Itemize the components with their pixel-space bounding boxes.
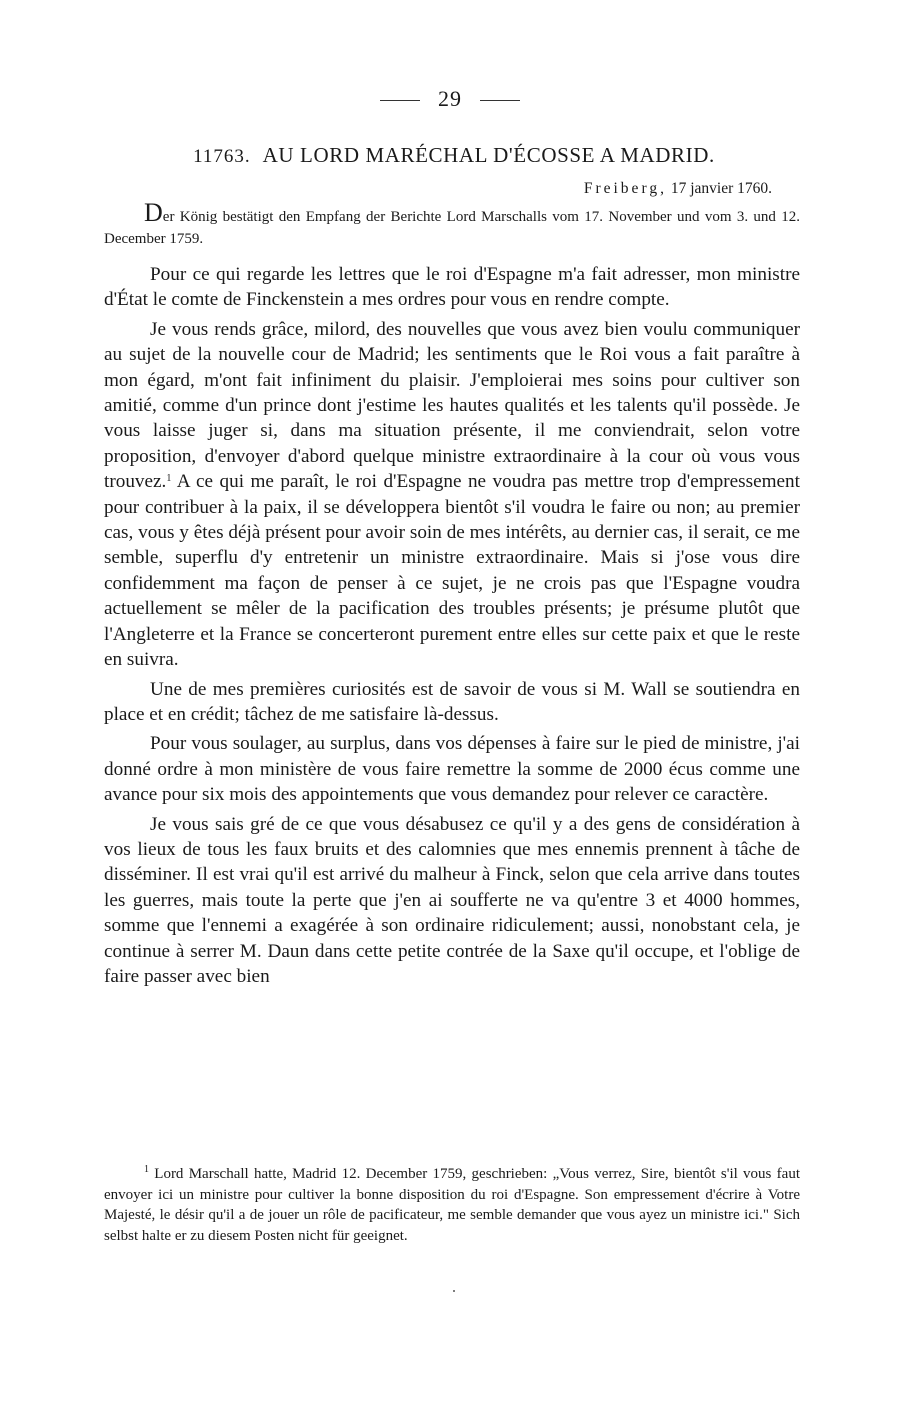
summary-text: er König bestätigt den Empfang der Berichte Lord Marschalls vom 17. November und vom 3. und 12. December 1759. bbox=[104, 209, 800, 247]
header-rule-left bbox=[380, 100, 420, 101]
letter-title: AU LORD MARÉCHAL D'ÉCOSSE A MADRID. bbox=[262, 143, 715, 167]
header-rule-right bbox=[480, 100, 520, 101]
letter-heading bbox=[104, 143, 804, 168]
body-paragraph-1: Pour ce qui regarde les lettres que le roi d'Espagne m'a fait adresser, mon ministre d'État le comte de Finckenstein a mes ordres pour vous en rendre compte. bbox=[104, 264, 800, 311]
dateline-date: 17 janvier 1760. bbox=[670, 180, 772, 197]
body-paragraph-2 bbox=[104, 317, 800, 673]
footnote-text: Lord Marschall hatte, Madrid 12. December 1759, geschrieben: „Vous verrez, Sire, bientôt s'il vous faut envoyer ici un ministre pour cultiver la bonne disposition du roi d'Espagne. Son empressement d'écrire à Votre Majesté, le désir qu'il a de jouer un rôle de pacificateur, me semble demander que vous ayez un ministre ici." Sich selbst halte er zu diesem Posten nicht für geeignet. bbox=[104, 1166, 800, 1244]
letter-number: 11763. bbox=[193, 146, 251, 167]
page-header bbox=[0, 86, 900, 112]
page-speck bbox=[453, 1290, 455, 1292]
body-paragraph-5: Je vous sais gré de ce que vous désabusez ce qu'il y a des gens de considération à vos lieux de tous les faux bruits et des calomnies que mes ennemis prennent à tâche de disséminer. Il est vrai qu'il est arrivé du malheur à Finck, selon que cela arrive dans toutes les guerres, mais toute la perte que j'en ai soufferte ne va qu'entre 3 et 4000 hommes, somme que l'ennemi a exagérée à son ordinaire ridiculement; aussi, nonobstant cela, je continue à serrer M. Daun dans cette petite contrée de la Saxe qu'il occupe, et l'oblige de faire passer avec bien bbox=[104, 813, 800, 987]
summary-initial: D bbox=[144, 198, 163, 227]
body-paragraph-3: Une de mes premières curiosités est de savoir de vous si M. Wall se soutiendra en place et en crédit; tâchez de me satisfaire là-dessus. bbox=[104, 678, 800, 725]
dateline-place: Freiberg, bbox=[583, 180, 667, 197]
footnote-reference[interactable]: 1 bbox=[166, 473, 172, 485]
editorial-summary bbox=[104, 198, 800, 250]
footnote bbox=[104, 1164, 800, 1246]
body-paragraph-4: Pour vous soulager, au surplus, dans vos dépenses à faire sur le pied de ministre, j'ai donné ordre à mon ministère de vous faire remettre la somme de 2000 écus comme une avance pour six mois des appointements que vous demandez pour relever ce caractère. bbox=[104, 733, 800, 806]
body-paragraph-2-part-b: A ce qui me paraît, le roi d'Espagne ne voudra pas mettre trop d'empressement pour contribuer à la paix, il se développera bientôt s'il voudra le faire ou non; au premier cas, vous y êtes déjà présent pour avoir soin de mes intérêts, au dernier cas, il serait, ce me semble, superflu d'y entretenir un ministre extraordinaire. Mais si j'ose vous dire confidemment ma façon de penser à ce sujet, je ne crois pas que l'Espagne voudra actuellement se mêler de la pacification des troubles présents; je présume plutôt que l'Angleterre et la France se concerteront purement entre elles sur cette paix et que le reste en suivra. bbox=[104, 471, 800, 671]
dateline bbox=[584, 180, 772, 198]
page-number: 29 bbox=[438, 86, 462, 111]
body-paragraph-2-part-a: Je vous rends grâce, milord, des nouvelles que vous avez bien voulu communiquer au sujet de la nouvelle cour de Madrid; les sentiments que le Roi vous a fait paraître à mon égard, m'ont fait infiniment du plaisir. J'emploierai mes soins pour cultiver son amitié, comme d'un prince dont j'estime les hautes qualités et les talents qu'il possède. Je vous laisse juger si, dans ma situation présente, il me conviendrait, selon votre proposition, d'envoyer d'abord quelque ministre extraordinaire à la cour où vous vous trouvez. bbox=[104, 318, 800, 493]
letter-body bbox=[104, 262, 800, 993]
footnote-mark: 1 bbox=[144, 1164, 149, 1175]
